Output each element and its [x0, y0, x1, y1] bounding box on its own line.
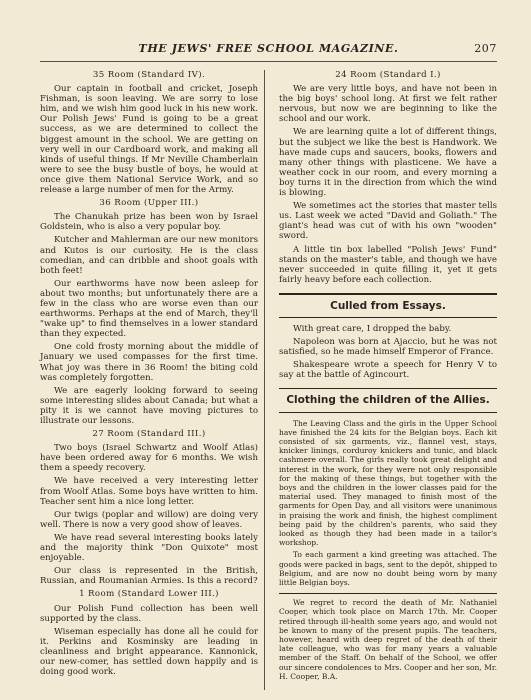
paragraph: We sometimes act the stories that master tells us. Last week we acted "David and Goliath." The giant's head was cut of with his own "wooden" sword. — [279, 201, 497, 242]
paragraph: Our captain in football and cricket, Joseph Fishman, is soon leaving. We are sorry to lose him, and we wish him good luck in his new work. Our Polish Jews' Fund is going to be a great success, as we are determined to collect the biggest amount in the school. We are getting on very well in our Cardboard work, and making all kinds of useful things. If Mr Neville Chamberlain were to see the busy bustle of boys, he would at once give them National Service Work, and so release a large number of men for the Army. — [40, 84, 258, 196]
paragraph: Napoleon was born at Ajaccio, but he was not satisfied, so he made himself Emperor of France. — [279, 337, 497, 358]
paragraph: We have received a very interesting letter from Woolf Atlas. Some boys have written to him. Teacher sent him a nice long letter. — [40, 476, 258, 507]
essays-heading: Culled from Essays. — [279, 293, 497, 318]
left-column — [40, 70, 265, 690]
paragraph: One cold frosty morning about the middle of January we used compasses for the first time. What joy was there in 36 Room! the biting cold was completely forgotten. — [40, 342, 258, 383]
page-number: 207 — [474, 41, 497, 55]
section-room-36 — [40, 198, 258, 426]
header-rule — [40, 61, 497, 62]
paragraph: We are very little boys, and have not been in the big boys' school long. At first we felt rather nervous, but now we are beginning to like the school and our work. — [279, 84, 497, 125]
paragraph: Our earthworms have now been asleep for about two months; but unfortunately there are a few in the class who are worse even than our earthworms. Perhaps at the end of March, they'll "wake up" to find themselves in a lower standard than they expected. — [40, 278, 258, 340]
paragraph: With great care, I dropped the baby. — [293, 323, 452, 334]
section-title: 1 Room (Standard Lower III.) — [79, 589, 219, 600]
section-title: 36 Room (Upper III.) — [99, 198, 199, 209]
paragraph: Two boys (Israel Schwartz and Woolf Atlas) have been ordered away for 6 months. We wish them a speedy recovery. — [40, 443, 258, 474]
paragraph: A little tin box labelled "Polish Jews' Fund" stands on the master's table, and though we have never succeeded in quite filling it, yet it gets fairly heavy before each collection. — [279, 244, 497, 285]
paragraph: Wiseman especially has done all he could for it. Perkins and Kosminsky are leading in cleanliness and bright appearance. Kannonick, our new-comer, has settled down happily and is doing good work. — [40, 626, 258, 678]
section-title: 35 Room (Standard IV). — [92, 70, 206, 80]
paragraph: We have read several interesting books lately and the majority think "Don Quixote" most enjoyable. — [40, 532, 258, 564]
section-room-27 — [40, 429, 258, 586]
paragraph: Shakespeare wrote a speech for Henry V to say at the battle of Agincourt. — [279, 360, 497, 381]
section-room-24 — [279, 70, 497, 285]
paragraph: The Leaving Class and the girls in the Upper School have finished the 24 kits for the Belgian boys. Each kit consisted of six garments, viz., flannel vest, stays, knicker linings, corduroy knickers and tunic, and black cashmere overall. The girls really took great delight and interest in the work, for they were not only responsible for the making of these things, but together with the boys and the children in the lower classes paid for the material used. They managed to finish most of the garments for Open Day, and all visitors were unanimous in praising the work and finish, the highest compliment being paid by the children's parents, who said they looked as though they had been made in a tailor's workshop. — [279, 418, 497, 548]
page-header — [40, 40, 497, 56]
paragraph: We are learning quite a lot of different things, but the subject we like the best is Handwork. We have made cups and saucers, books, flowers and many other things with plasticene. We have a weather cock in our room, and every morning a boy turns it in the direction from which the wind is blowing. — [279, 127, 497, 199]
section-room-1 — [40, 589, 258, 677]
paragraph: Kutcher and Mahlerman are our new monitors and Kutos is our curiosity. He is the class comedian, and can dribble and shoot goals with both feet! — [40, 235, 258, 276]
allies-heading: Clothing the children of the Allies. — [279, 388, 497, 412]
paragraph: To each garment a kind greeting was attached. The goods were packed in bags, sent to the depôt, shipped to Belgium, and are now no doubt being worn by many little Belgian boys. — [279, 550, 497, 587]
obituary-section — [279, 598, 497, 681]
text-columns — [40, 70, 497, 690]
right-column — [279, 70, 497, 690]
section-title: 24 Room (Standard I.) — [335, 70, 441, 80]
section-divider — [279, 593, 497, 594]
paragraph: We regret to record the death of Mr. Nathaniel Cooper, which took place on March 17th. Mr. Cooper retired through ill-health some years ago, and would not be known to many of the present pupils. The teachers, however, heard with deep regret of the death of their late colleague, who was for many years a valuable member of the Staff. On behalf of the School, we offer our sincere condolences to Mrs. Cooper and her son, Mr. H. Cooper, B.A. — [279, 598, 497, 681]
paragraph: Our twigs (poplar and willow) are doing very well. There is now a very good show of leaves. — [40, 509, 258, 530]
paragraph: We are eagerly looking forward to seeing some interesting slides about Canada; but what a pity it is we cannot have moving pictures to illustrate our lessons. — [40, 385, 258, 426]
paragraph: Our class is represented in the British, Russian, and Roumanian Armies. Is this a record? — [40, 566, 258, 587]
essays-section — [279, 324, 497, 380]
paragraph: Our Polish Fund collection has been well supported by the class. — [40, 603, 258, 624]
allies-section — [279, 419, 497, 588]
section-room-35 — [40, 70, 258, 195]
magazine-title: THE JEWS' FREE SCHOOL MAGAZINE. — [138, 41, 399, 55]
paragraph: The Chanukah prize has been won by Israel Goldstein, who is also a very popular boy. — [40, 212, 258, 233]
section-title: 27 Room (Standard III.) — [92, 429, 206, 440]
